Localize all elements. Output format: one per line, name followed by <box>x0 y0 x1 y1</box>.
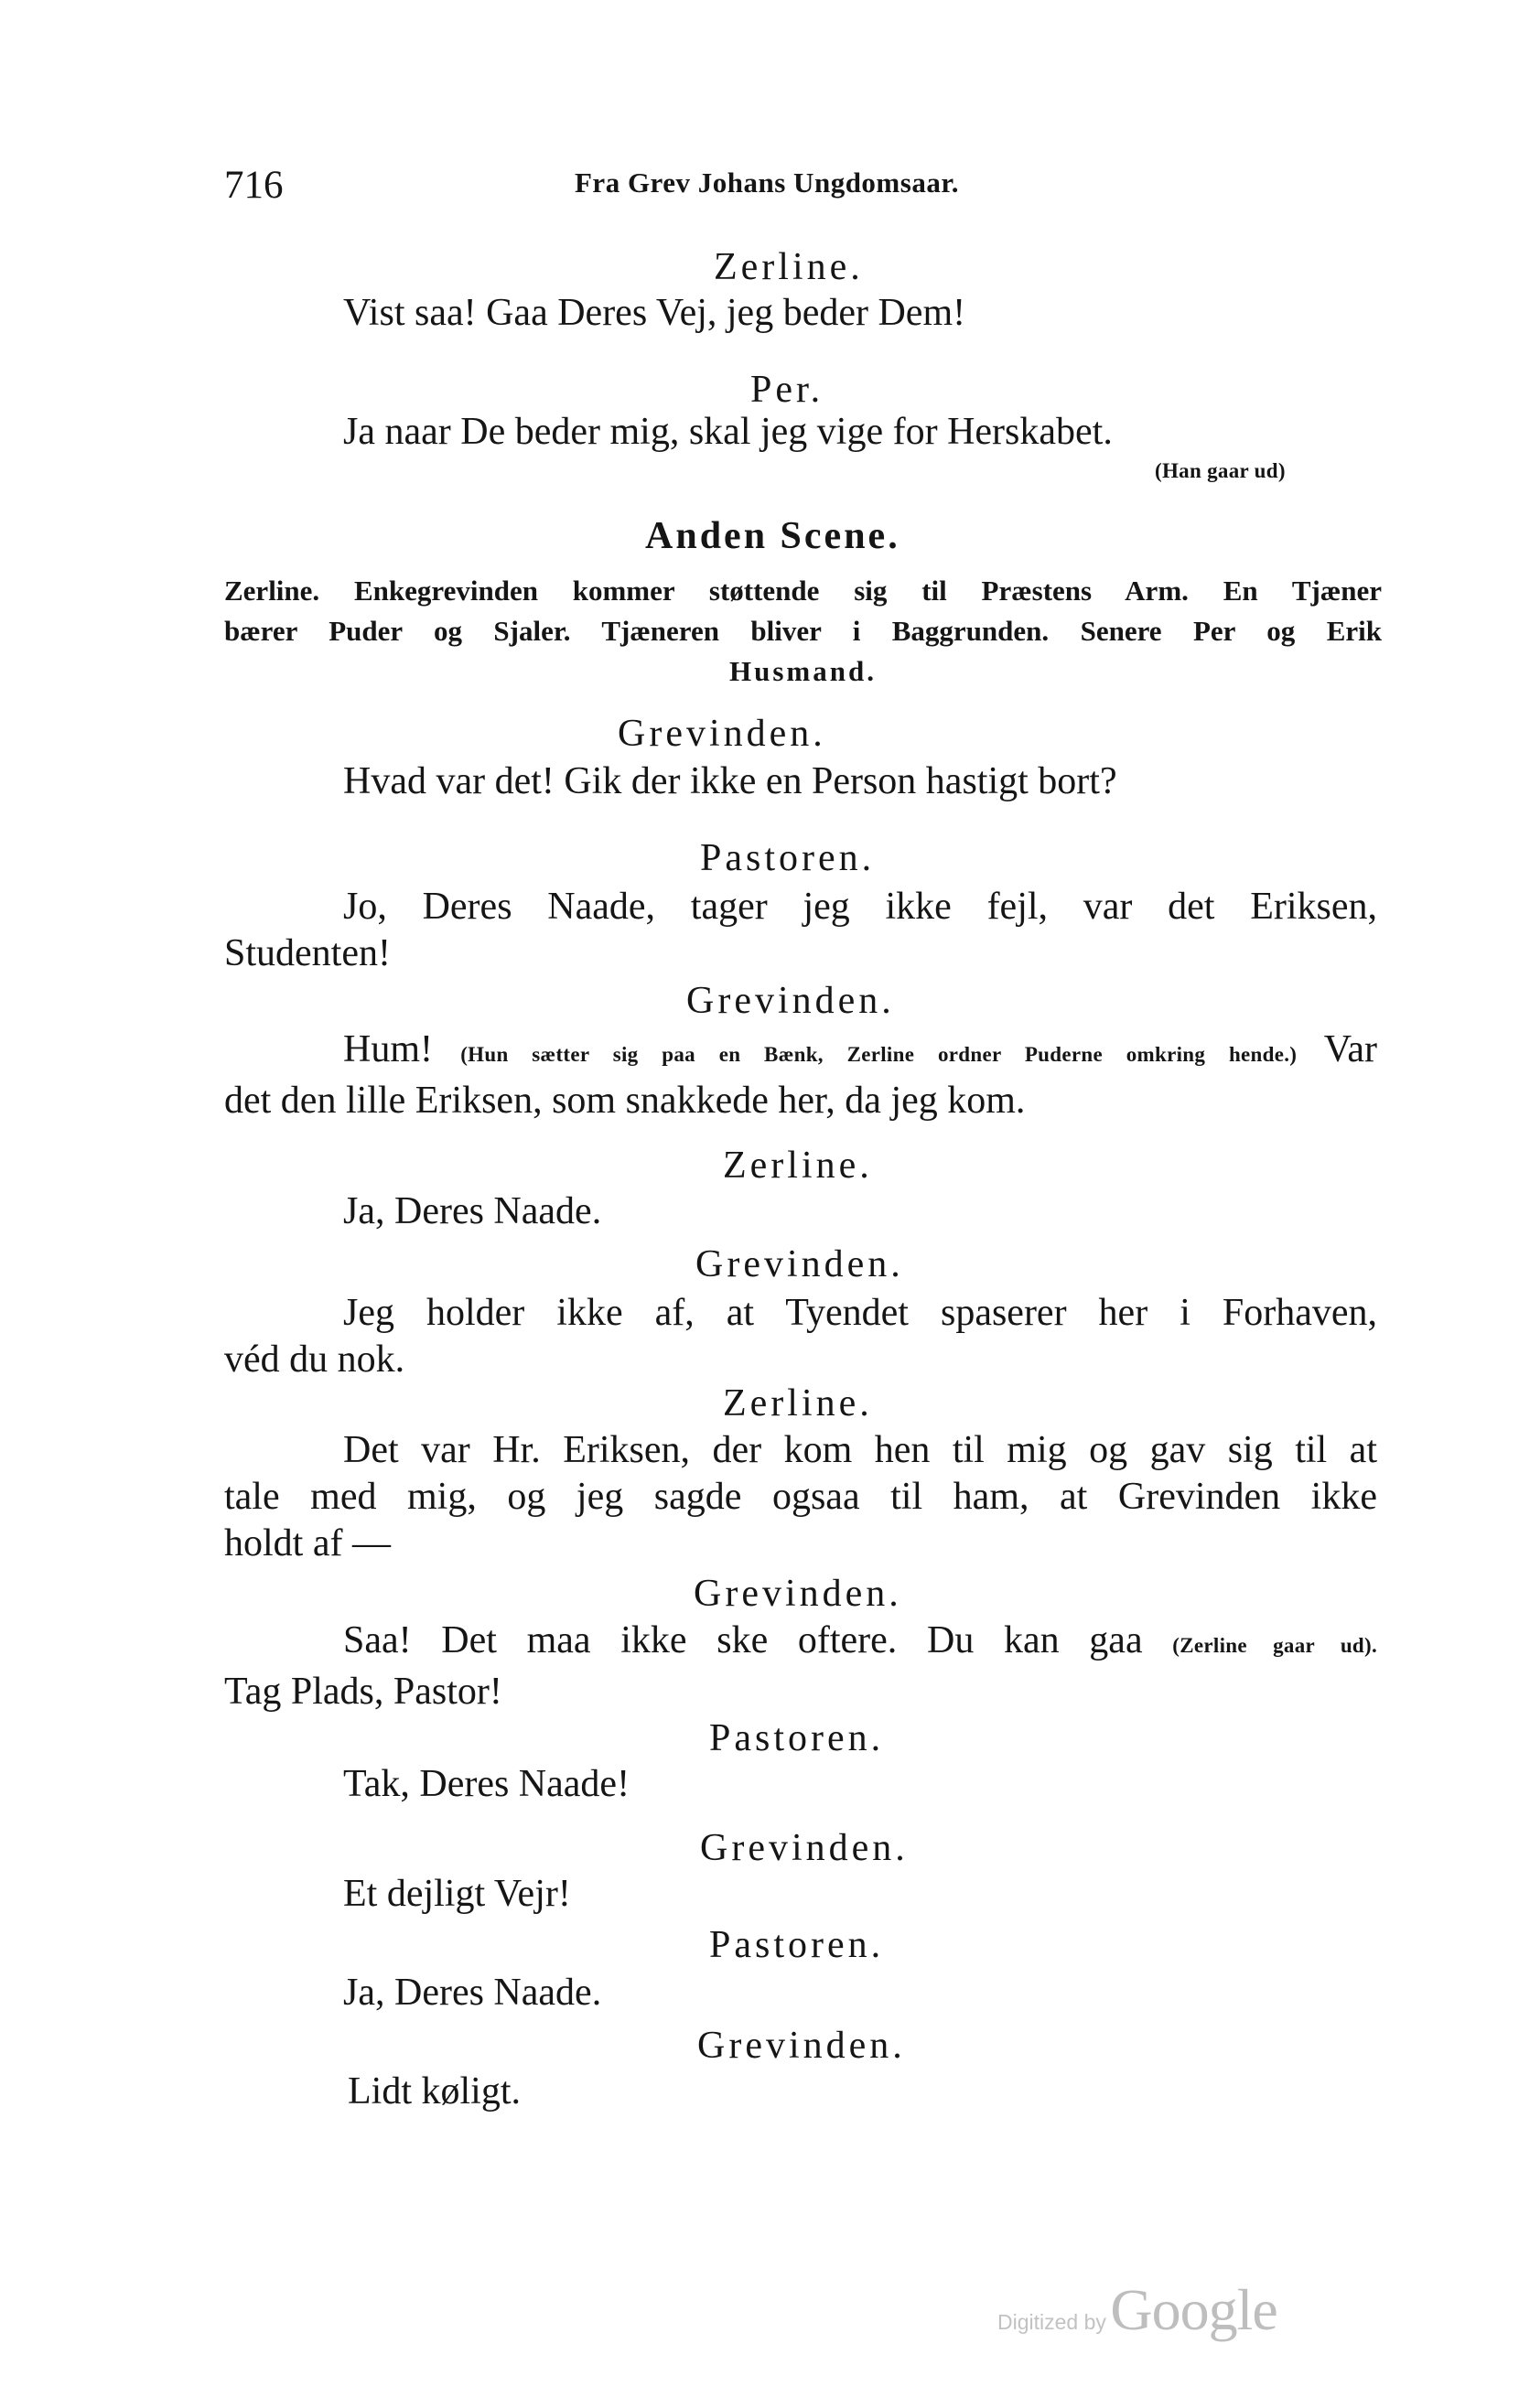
dialogue-paragraph <box>224 1618 1377 1715</box>
dialogue-line: Det var Hr. Eriksen, der kom hen til mig og gav sig til at <box>343 1429 1377 1471</box>
dialogue-line: Jeg holder ikke af, at Tyendet spaserer her i Forhaven, <box>343 1292 1377 1334</box>
dialogue-line: Ja, Deres Naade. <box>343 1190 602 1232</box>
dialogue-line: Ja, Deres Naade. <box>343 1972 602 2014</box>
dialogue-line: Tag Plads, Pastor! <box>224 1671 502 1713</box>
stage-direction: (Hun sætter sig paa en Bænk, Zerline ordner Puderne omkring hende.) <box>460 1043 1298 1066</box>
scene-description-line: Zerline. Enkegrevinden kommer støttende sig til Præstens Arm. En Tjæner <box>224 575 1382 607</box>
speaker-name: Grevinden. <box>686 980 895 1022</box>
dialogue-line: Vist saa! Gaa Deres Vej, jeg beder Dem! <box>343 292 966 334</box>
dialogue-line: véd du nok. <box>224 1338 405 1381</box>
scene-description <box>224 571 1382 692</box>
scene-description-line: bærer Puder og Sjaler. Tjæneren bliver i Baggrunden. Senere Per og Erik <box>224 615 1382 647</box>
speaker-name: Grevinden. <box>697 2025 906 2067</box>
speaker-name: Grevinden. <box>695 1243 904 1285</box>
dialogue-line: tale med mig, og jeg sagde ogsaa til ham, at Grevinden ikke <box>224 1476 1377 1518</box>
scene-title: Anden Scene. <box>645 515 900 557</box>
dialogue-paragraph <box>224 884 1377 977</box>
stage-direction: (Han gaar ud) <box>1155 459 1286 482</box>
dialogue-text: Var <box>1323 1028 1378 1070</box>
stage-direction: (Zerline gaar ud). <box>1172 1634 1378 1657</box>
dialogue-line: Et dejligt Vejr! <box>343 1873 571 1915</box>
speaker-name: Zerline. <box>723 1382 873 1424</box>
dialogue-line: Ja naar De beder mig, skal jeg vige for Herskabet. <box>343 411 1113 453</box>
speaker-name: Grevinden. <box>618 713 826 755</box>
google-logo: Google <box>1110 2277 1277 2342</box>
dialogue-line <box>224 1027 1377 1078</box>
running-title: Fra Grev Johans Ungdomsaar. <box>575 167 959 199</box>
page-number: 716 <box>224 164 284 207</box>
speaker-name: Grevinden. <box>700 1827 909 1869</box>
dialogue-line: det den lille Eriksen, som snakkede her, da jeg kom. <box>224 1080 1026 1122</box>
dialogue-line: Tak, Deres Naade! <box>343 1763 630 1805</box>
scene-description-line: Husmand. <box>729 655 877 687</box>
speaker-name: Pastoren. <box>709 1924 885 1966</box>
dialogue-line: holdt af — <box>224 1522 391 1564</box>
speaker-name: Per. <box>750 369 824 411</box>
speaker-name: Zerline. <box>714 246 864 288</box>
digitized-by-watermark <box>997 2276 1277 2344</box>
speaker-name: Pastoren. <box>709 1717 885 1759</box>
speaker-name: Pastoren. <box>700 837 876 879</box>
page-header <box>224 163 959 208</box>
dialogue-line: Jo, Deres Naade, tager jeg ikke fejl, var det Eriksen, <box>343 886 1377 928</box>
watermark-prefix: Digitized by <box>997 2310 1106 2334</box>
speaker-name: Zerline. <box>723 1145 873 1187</box>
dialogue-line: Hvad var det! Gik der ikke en Person hastigt bort? <box>343 760 1117 802</box>
dialogue-text: Hum! <box>343 1028 433 1070</box>
dialogue-paragraph <box>224 1290 1377 1383</box>
dialogue-paragraph <box>224 1027 1377 1124</box>
dialogue-line <box>224 1618 1377 1669</box>
speaker-name: Grevinden. <box>694 1573 902 1615</box>
dialogue-line: Lidt køligt. <box>348 2070 521 2112</box>
dialogue-line: Studenten! <box>224 932 391 974</box>
dialogue-text: Saa! Det maa ikke ske oftere. Du kan gaa <box>343 1619 1143 1661</box>
dialogue-paragraph <box>224 1427 1377 1567</box>
